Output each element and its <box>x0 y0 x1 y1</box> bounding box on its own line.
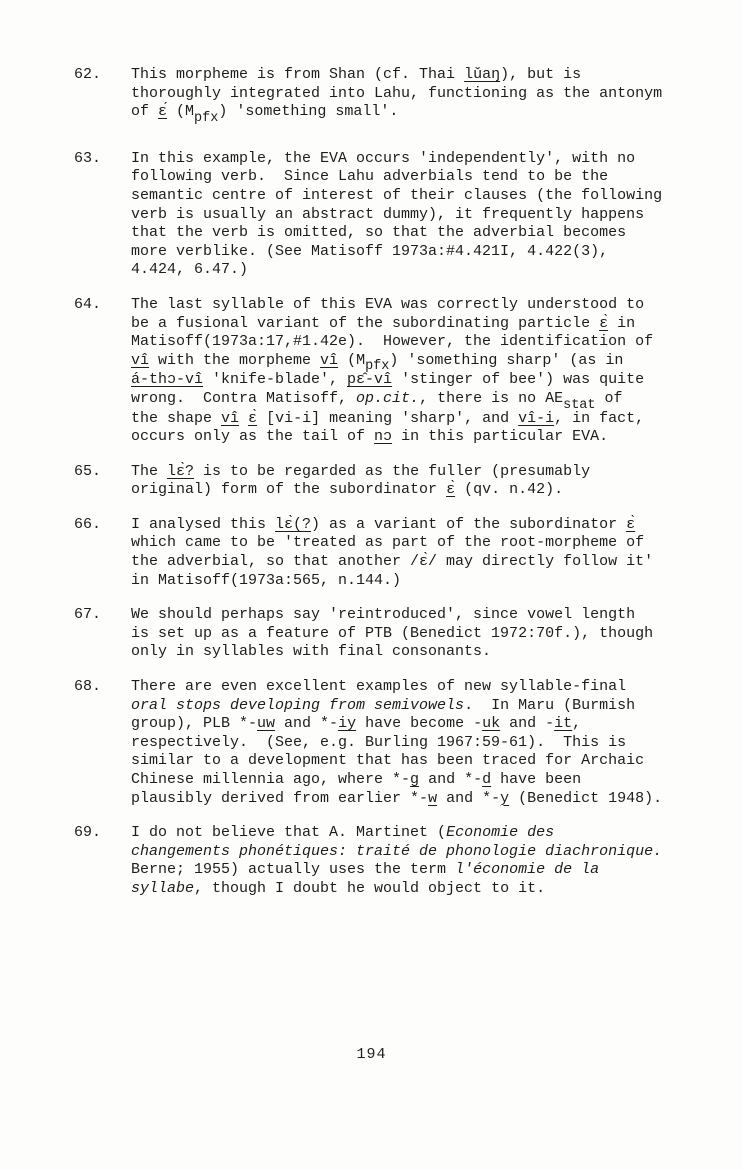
underlined-text: d <box>482 771 492 788</box>
footnote-body <box>131 463 690 500</box>
footnote-item <box>74 824 690 898</box>
underlined-text: vî <box>131 351 150 369</box>
footnote-line <box>131 861 690 880</box>
text-run: and *- <box>275 715 339 733</box>
italic-text: syllabe <box>131 879 195 897</box>
underlined-text: ɛ̀ <box>248 409 258 427</box>
text-run: that the verb is omitted, so that the adverbial becomes <box>131 224 627 242</box>
underlined-text: g <box>410 771 420 788</box>
text-run: ) 'something sharp' (as in <box>389 351 624 369</box>
footnote-line <box>131 697 690 716</box>
text-run: ) 'something small'. <box>218 103 399 121</box>
footnote-line <box>131 315 690 334</box>
footnote-item <box>74 463 690 500</box>
footnote-line <box>131 206 690 225</box>
text-run: (M <box>338 351 366 369</box>
page-number: 194 <box>356 1046 387 1063</box>
footnote-item <box>74 516 690 590</box>
footnote-body <box>131 678 690 808</box>
footnote-line <box>131 516 690 535</box>
footnote-line <box>131 824 690 843</box>
text-run: in this particular EVA. <box>392 428 609 446</box>
text-run: ), but is <box>500 66 582 83</box>
footnote-number: 63. <box>74 149 102 167</box>
footnote-line <box>131 643 690 662</box>
underlined-text: pɛ̂-vî <box>347 371 393 389</box>
footnote-line <box>131 410 690 429</box>
underlined-text: ɛ̀ <box>626 515 636 533</box>
footnote-line <box>131 553 690 572</box>
footnote-line <box>131 103 690 126</box>
underlined-text: ɛ́ <box>158 103 168 121</box>
footnote-number: 66. <box>74 515 102 533</box>
underlined-text: w <box>428 789 438 807</box>
text-run: 4.424, 6.47.) <box>131 261 249 279</box>
footnote-body <box>131 66 690 126</box>
footnote-number: 68. <box>74 678 102 696</box>
text-run: only in syllables with final consonants. <box>131 643 492 661</box>
underlined-text: vî <box>221 409 240 427</box>
text-run: respectively. (See, e.g. Burling 1967:59-61). This is <box>131 733 627 751</box>
underlined-text: ɛ̀ <box>599 314 609 332</box>
footnote-line <box>131 534 690 553</box>
footnote-line <box>131 261 690 280</box>
underlined-text: vî <box>320 351 339 369</box>
footnote-number: 64. <box>74 295 102 313</box>
text-run: The last syllable of this EVA was correctly understood to <box>131 295 645 313</box>
text-run: with the morpheme <box>149 351 321 369</box>
text-run: . In Maru (Burmish <box>464 696 636 714</box>
footnote-line <box>131 734 690 753</box>
subscript-text: pfx <box>365 359 390 375</box>
underlined-text: lɛ̀(? <box>275 515 312 533</box>
text-run <box>239 410 248 427</box>
footnote-line <box>131 625 690 644</box>
footnote-line <box>131 843 690 862</box>
text-run: 'knife-blade', <box>203 371 348 389</box>
text-run: the adverbial, so that another /ɛ̀/ may directly follow it' <box>131 553 654 571</box>
footnote-line <box>131 790 690 809</box>
italic-text: Economie des <box>446 824 555 842</box>
text-run: This morpheme is from Shan (cf. Thai <box>131 66 465 83</box>
footnote-item <box>74 296 690 447</box>
footnote-number: 65. <box>74 462 102 480</box>
footnote-line <box>131 333 690 352</box>
footnote-line <box>131 296 690 315</box>
text-run: group), PLB *- <box>131 715 258 733</box>
underlined-text: uw <box>257 715 276 733</box>
footnote-body <box>131 516 690 590</box>
text-run: and *- <box>437 789 501 807</box>
footnote-line <box>131 389 690 413</box>
underlined-text: uk <box>482 715 501 733</box>
footnote-line <box>131 66 690 85</box>
footnote-item <box>74 678 690 808</box>
underlined-text: it <box>554 715 573 733</box>
text-run: I analysed this <box>131 515 276 533</box>
italic-text: oral stops developing from semivowels <box>131 696 465 714</box>
footnote-item <box>74 66 690 126</box>
text-run: semantic centre of interest of their clauses (the following <box>131 186 663 204</box>
footnote-item <box>74 150 690 280</box>
footnote-line <box>131 715 690 734</box>
text-run: In this example, the EVA occurs 'independently', with no <box>131 149 636 167</box>
footnote-line <box>131 752 690 771</box>
subscript-text: stat <box>563 397 596 413</box>
text-run: occurs only as the tail of <box>131 428 375 446</box>
text-run: which came to be 'treated as part of the root-morpheme of <box>131 534 645 552</box>
footnote-number: 67. <box>74 606 102 624</box>
underlined-text: lǔaŋ <box>464 66 501 83</box>
text-run: and *- <box>419 771 483 788</box>
footnote-line <box>131 481 690 500</box>
footnote-line <box>131 572 690 591</box>
text-run: Matisoff(1973a:17,#1.42e). However, the identification of <box>131 333 654 351</box>
italic-text: l'économie de la <box>455 861 600 879</box>
text-run: , in fact, <box>554 409 645 427</box>
footnote-line <box>131 351 690 375</box>
text-run: have become - <box>356 715 483 733</box>
footnote-line <box>131 168 690 187</box>
text-run: following verb. Since Lahu adverbials tend to be the <box>131 168 609 186</box>
italic-text: op.cit. <box>356 389 420 407</box>
text-run: , there is no AE <box>419 389 564 407</box>
underlined-text: á-thɔ-vî <box>131 371 204 389</box>
text-run: 'stinger of bee') was quite <box>392 371 645 389</box>
text-run: , <box>572 715 582 733</box>
footnote-line <box>131 150 690 169</box>
footnote-body <box>131 296 690 447</box>
text-run: similar to a development that has been traced for Archaic <box>131 752 645 770</box>
text-run: [vi-i] meaning 'sharp', and <box>257 409 519 427</box>
underlined-text: ɛ̀ <box>446 481 456 499</box>
footnote-line <box>131 187 690 206</box>
underlined-text: iy <box>338 715 357 733</box>
footnote-body <box>131 606 690 662</box>
footnote-number: 62. <box>74 66 102 83</box>
footnote-line <box>131 85 690 104</box>
underlined-text: vî-i <box>518 409 555 427</box>
text-run: I do not believe that A. Martinet ( <box>131 824 447 842</box>
footnote-line <box>131 224 690 243</box>
text-run: thoroughly integrated into Lahu, functioning as the antonym <box>131 84 663 102</box>
text-run: We should perhaps say 'reintroduced', since vowel length <box>131 606 636 624</box>
footnote-line <box>131 880 690 899</box>
footnote-line <box>131 428 690 447</box>
text-run: There are even excellent examples of new syllable-final <box>131 678 627 696</box>
underlined-text: nɔ <box>374 428 393 446</box>
text-run: wrong. Contra Matisoff, <box>131 389 357 407</box>
underlined-text: y <box>500 789 510 807</box>
text-run: verb is usually an abstract dummy), it frequently happens <box>131 205 645 223</box>
italic-text: changements phonétiques: traité de phonologie diachronique. <box>131 842 663 860</box>
footnote-line <box>131 678 690 697</box>
text-run: (M <box>167 103 195 121</box>
text-run: Berne; 1955) actually uses the term <box>131 861 456 879</box>
footnote-line <box>131 606 690 625</box>
text-run: Chinese millennia ago, where *- <box>131 771 411 788</box>
text-run: have been <box>491 771 582 788</box>
footnote-line <box>131 771 690 790</box>
text-run: in <box>608 314 636 332</box>
text-run: be a fusional variant of the subordinating particle <box>131 314 600 332</box>
text-run: is set up as a feature of PTB (Benedict 1972:70f.), though <box>131 624 654 642</box>
footnote-body <box>131 150 690 280</box>
footnotes-list <box>74 66 690 915</box>
text-run: (Benedict 1948). <box>509 789 663 807</box>
text-run: in Matisoff(1973a:565, n.144.) <box>131 571 402 589</box>
text-run: original) form of the subordinator <box>131 481 447 499</box>
footnote-line <box>131 371 690 390</box>
text-run: ) as a variant of the subordinator <box>311 515 627 533</box>
underlined-text: lɛ̀? <box>167 462 195 480</box>
footnote-body <box>131 824 690 898</box>
footnote-line <box>131 243 690 262</box>
text-run: , though I doubt he would object to it. <box>194 879 546 897</box>
subscript-text: pfx <box>194 110 219 126</box>
text-run: (qv. n.42). <box>455 481 564 499</box>
text-run: more verblike. (See Matisoff 1973a:#4.421I, 4.422(3), <box>131 242 609 260</box>
footnote-item <box>74 606 690 662</box>
footnote-number: 69. <box>74 824 102 842</box>
text-run: plausibly derived from earlier *- <box>131 789 429 807</box>
text-run: and - <box>500 715 555 733</box>
text-run: is to be regarded as the fuller (presumably <box>194 462 591 480</box>
footnote-line <box>131 463 690 482</box>
text-run: the shape <box>131 409 222 427</box>
text-run: of <box>595 389 623 407</box>
text-run: The <box>131 462 168 480</box>
text-run: of <box>131 103 159 121</box>
